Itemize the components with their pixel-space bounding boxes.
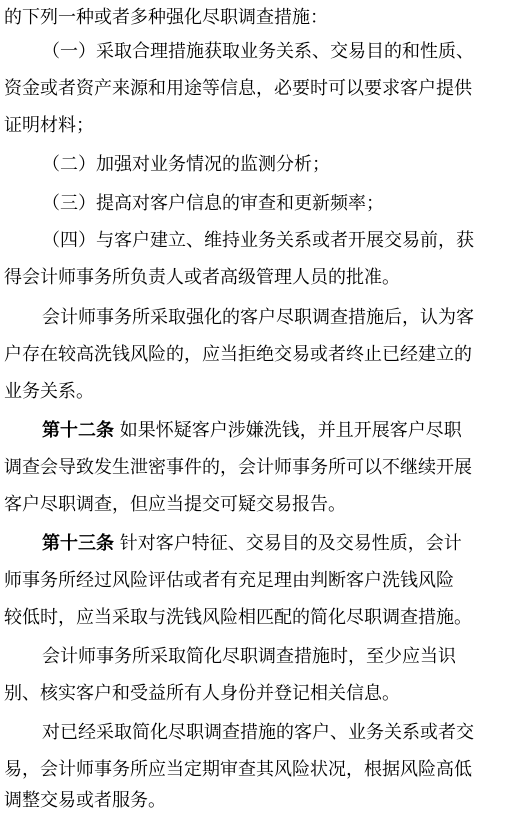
text-line: （四）与客户建立、维持业务关系或者开展交易前，获: [42, 230, 474, 251]
text-line: 易，会计师事务所应当定期审查其风险状况，根据风险高低: [4, 759, 472, 780]
text-span: 如果怀疑客户涉嫌洗钱，并且开展客户尽职: [114, 420, 462, 441]
article-line: [42, 528, 462, 560]
text-line: 资金或者资产来源和用途等信息，必要时可以要求客户提供: [4, 78, 472, 99]
text-line: 证明材料；: [4, 115, 94, 136]
text-line: 客户尽职调查，但应当提交可疑交易报告。: [4, 494, 346, 515]
article-number: 第十二条: [42, 420, 114, 441]
text-line: 得会计师事务所负责人或者高级管理人员的批准。: [4, 267, 400, 288]
text-line: 师事务所经过风险评估或者有充足理由判断客户洗钱风险: [4, 570, 454, 591]
text-line: 调查会导致发生泄密事件的，会计师事务所可以不继续开展: [4, 457, 472, 478]
text-line: （二）加强对业务情况的监测分析；: [42, 154, 330, 175]
text-line: 别、核实客户和受益所有人身份并登记相关信息。: [4, 683, 400, 704]
text-line: 会计师事务所采取简化尽职调查措施时，至少应当识: [42, 646, 456, 667]
text-line: 较低时，应当采取与洗钱风险相匹配的简化尽职调查措施。: [4, 607, 472, 628]
text-line: （一）采取合理措施获取业务关系、交易目的和性质、: [42, 41, 474, 62]
article-line: [42, 415, 462, 447]
article-number: 第十三条: [42, 533, 114, 554]
text-line: 业务关系。: [4, 381, 94, 402]
text-line: （三）提高对客户信息的审查和更新频率；: [42, 193, 384, 214]
text-line: 会计师事务所采取强化的客户尽职调查措施后，认为客: [42, 307, 474, 328]
text-line: 调整交易或者服务。: [4, 790, 166, 811]
text-span: 针对客户特征、交易目的及交易性质，会计: [114, 533, 462, 554]
text-line: 的下列一种或者多种强化尽职调查措施：: [4, 7, 328, 28]
text-line: 对已经采取简化尽职调查措施的客户、业务关系或者交: [42, 722, 474, 743]
text-line: 户存在较高洗钱风险的，应当拒绝交易或者终止已经建立的: [4, 344, 472, 365]
